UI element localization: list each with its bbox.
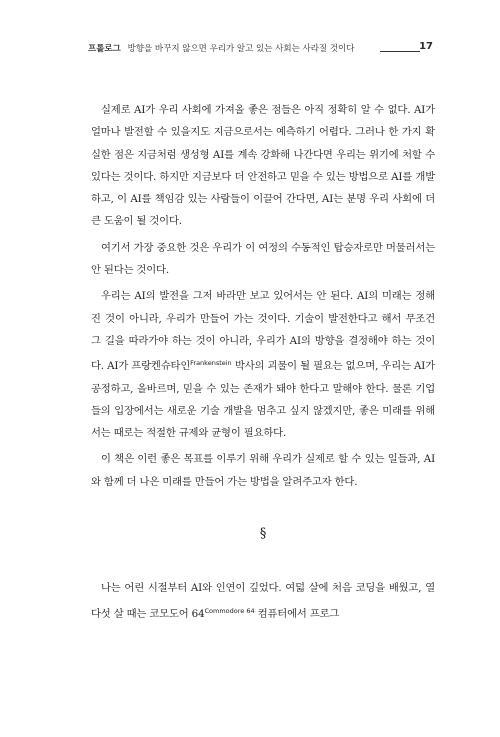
- paragraph-2: 여기서 가장 중요한 것은 우리가 이 여정의 수동적인 탑승자로만 머물러서는 안 된다는 것이다.: [91, 241, 435, 277]
- paragraph-1: 실제로 AI가 우리 사회에 가져올 좋은 점들은 아직 정확히 알 수 없다. AI가 얼마나 발전할 수 있을지도 지금으로서는 예측하기 어렵다. 그러나 한 가지 확실한 점은 지금처럼 생성형 AI를 계속 강화해 나간다면 우리는 위기에 처할 수 있다는 것이다. 하지만 지금보다 더 안전하고 믿을 수 있는 방법으로 AI를 개발하고, 이 AI를 책임감 있는 사람들이 이끌어 간다면, AI는 분명 우리 사회에 더 큰 도움이 될 것이다.: [91, 104, 435, 228]
- section-break: §: [259, 526, 267, 542]
- page-body: [91, 99, 435, 629]
- paragraph-5-text-b: 컴퓨터에서 프로그: [254, 607, 340, 620]
- header-rule: [380, 51, 420, 52]
- commodore-gloss: Commodore 64: [204, 606, 255, 615]
- page-number: 17: [419, 41, 433, 52]
- paragraph-5: [91, 577, 435, 625]
- paragraph-5-text-a: 나는 어린 시절부터 AI와 인연이 깊었다. 여덟 살에 처음 코딩을 배웠고, 열다섯 살 때는 코모도어 64: [91, 582, 435, 620]
- paragraph-3-text-a: 우리는 AI의 발전을 그저 바라만 보고 있어서는 안 된다. AI의 미래는 정해진 것이 아니라, 우리가 만들어 가는 것이다. 기술이 발전한다고 해서 무조건 그 길을 따라가야 하는 것이 아니라, 우리가 AI의 방향을 결정해야 하는 것이다. AI가 프랑켄슈타인: [91, 290, 435, 373]
- chapter-subtitle: 방향을 바꾸지 않으면 우리가 알고 있는 사회는 사라질 것이다: [127, 44, 355, 54]
- frankenstein-gloss: Frankenstein: [190, 359, 232, 368]
- paragraph-3: [91, 285, 435, 444]
- paragraph-3-text-b: 박사의 괴물이 될 필요는 없으며, 우리는 AI가 공정하고, 올바르며, 믿을 수 있는 존재가 돼야 한다고 말해야 한다. 물론 기업들의 입장에서는 새로운 기술 개발을 멈추고 싶지 않겠지만, 좋은 미래를 위해서는 때로는 적절한 규제와 균형이 필요하다.: [91, 360, 436, 440]
- paragraph-4: 이 책은 이런 좋은 목표를 이루기 위해 우리가 실제로 할 수 있는 일들과, AI와 함께 더 나은 미래를 만들어 가는 방법을 알려주고자 한다.: [91, 453, 435, 488]
- running-header: [88, 42, 433, 58]
- chapter-label: 프롤로그: [88, 44, 121, 54]
